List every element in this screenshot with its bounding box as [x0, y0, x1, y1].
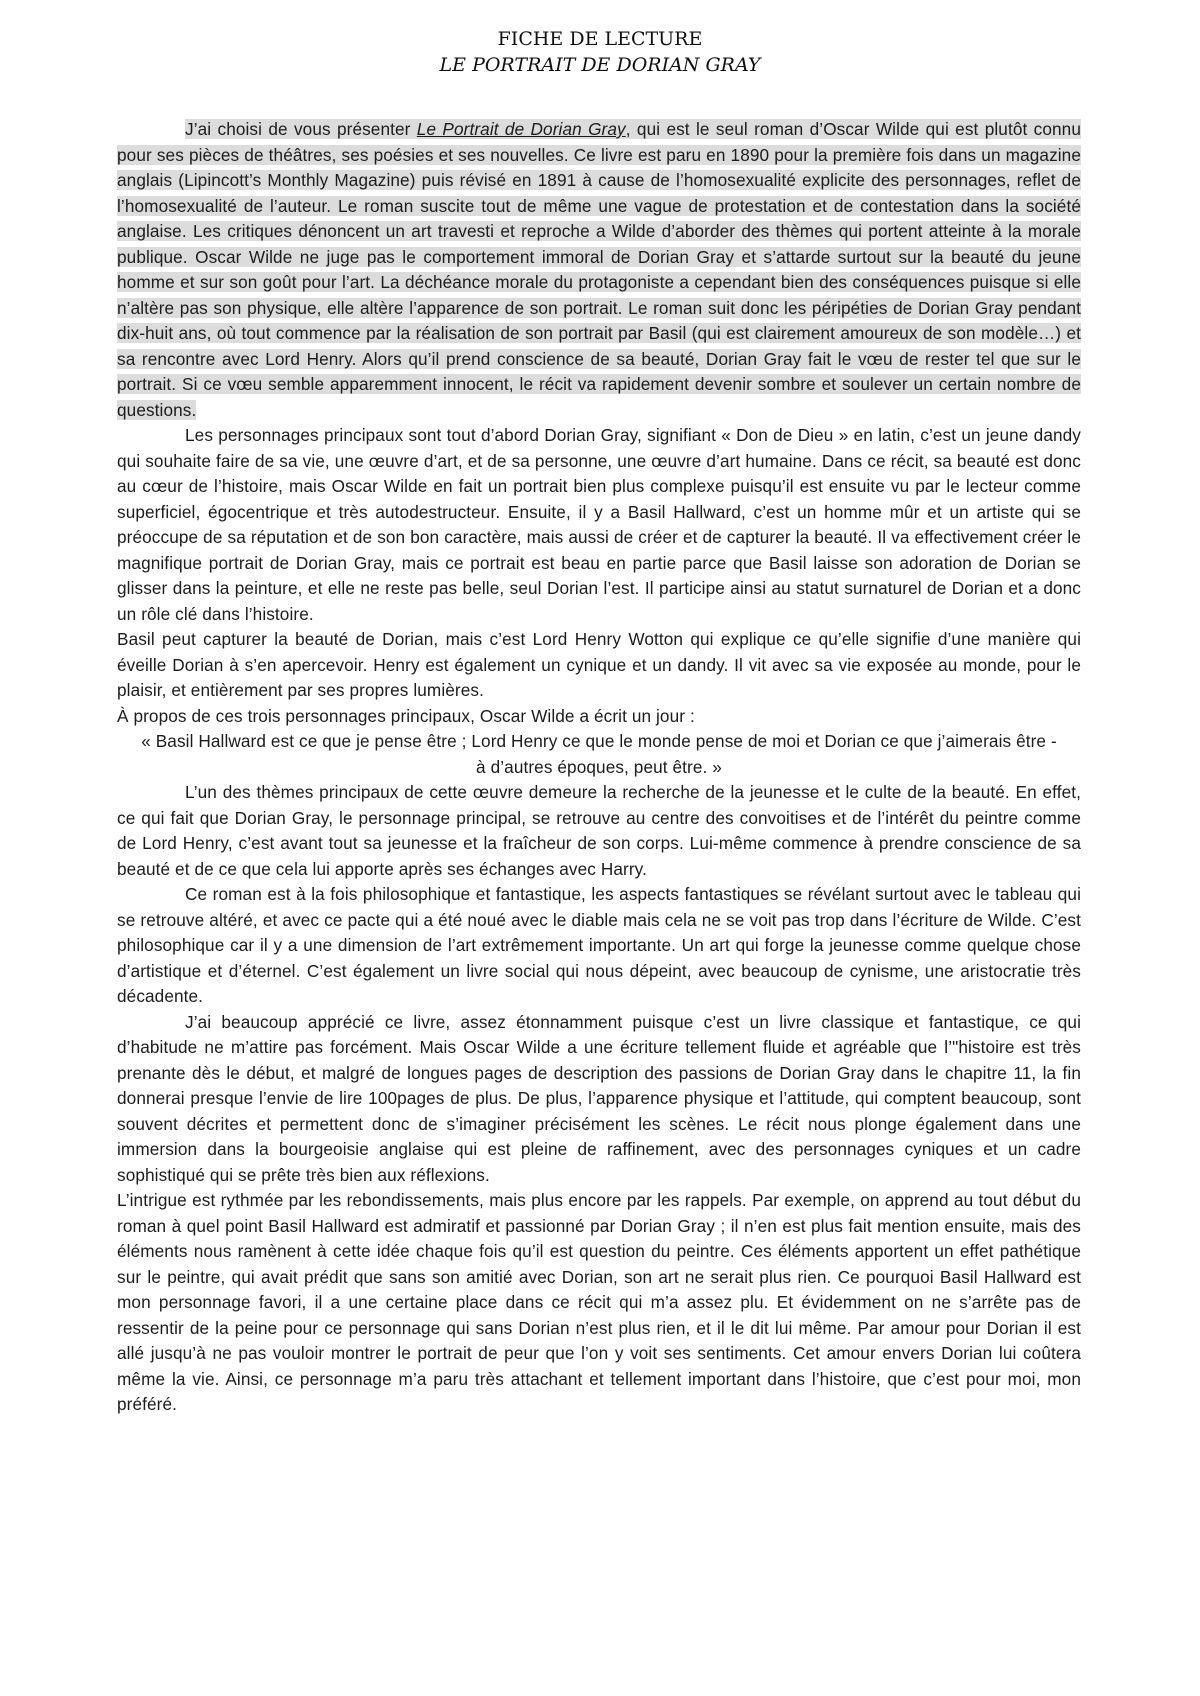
- paragraph-genre: Ce roman est à la fois philosophique et fantastique, les aspects fantastiques se révélant surtout avec le tableau qui se retrouve altéré, et avec ce pacte qui a été noué avec le diable mais cela ne se voit pas trop dans l’écriture de Wilde. C’est philosophique car il y a une dimension de l’art extrêmement importante. Un art qui forge la jeunesse comme quelque chose d’artistique et d’éternel. C’est également un livre social qui nous dépeint, avec beaucoup de cynisme, une aristocratie très décadente.: [117, 884, 1081, 1006]
- paragraph-opinion: J’ai beaucoup apprécié ce livre, assez étonnamment puisque c’est un livre classique et fantastique, ce qui d’habitude ne m’attire pas forcément. Mais Oscar Wilde a une écriture tellement fluide et agréable que l’"histoire est très prenante dès le début, et malgré de longues pages de description des passions de Dorian Gray dans le chapitre 11, la fin donnerai presque l’envie de lire 100pages de plus. De plus, l’apparence physique et l’attitude, qui comptent beaucoup, sont souvent décrites et permettent donc de s’imaginer précisément les scènes. Le récit nous plonge également dans une immersion dans la bourgeoisie anglaise qui est pleine de raffinement, avec des personnages cyniques et un cadre sophistiqué qui se prête très bien aux réflexions.: [117, 1011, 1081, 1185]
- paragraph-lord-henry: Basil peut capturer la beauté de Dorian, mais c’est Lord Henry Wotton qui explique ce qu’elle signifie d’une manière qui éveille Dorian à s’en apercevoir. Henry est également un cynique et un dandy. Il vit avec sa vie exposée au monde, pour le plaisir, et entièrement par ses propres lumières.: [117, 629, 1081, 700]
- intro-lead: J’ai choisi de vous présenter: [185, 119, 417, 139]
- book-title: Le Portrait de Dorian Gray: [416, 119, 626, 139]
- paragraph-plot: L’intrigue est rythmée par les rebondissements, mais plus encore par les rappels. Par exemple, on apprend au tout début du roman à quel point Basil Hallward est admiratif et passionné par Dorian Gray ; il n’en est plus fait mention ensuite, mais des éléments nous ramènent à cette idée chaque fois qu’il est question du peintre. Ces éléments apportent un effet pathétique sur le peintre, qui avait prédit que sans son amitié avec Dorian, son art ne serait plus rien. Ce pourquoi Basil Hallward est mon personnage favori, il a une certaine place dans ce récit qui m’a assez plu. Et évidemment on ne s’arrête pas de ressentir de la peine pour ce personnage qui sans Dorian n’est plus rien, et il le dit lui même. Par amour pour Dorian il est allé jusqu’à ne pas vouloir montrer le portrait de peur que l’on y voit ses sentiments. Cet amour envers Dorian lui coûtera même la vie. Ainsi, ce personnage m’a paru très attachant et tellement important dans l’histoire, que c’est pour moi, mon préféré.: [117, 1190, 1081, 1414]
- paragraph-themes: L’un des thèmes principaux de cette œuvre demeure la recherche de la jeunesse et le culte de la beauté. En effet, ce qui fait que Dorian Gray, le personnage principal, se retrouve au centre des convoitises et de l’intérêt du peintre comme de Lord Henry, c’est avant tout sa jeunesse et la fraîcheur de son corps. Lui-même commence à prendre conscience de sa beauté et de ce que cela lui apporte après ses échanges avec Harry.: [117, 782, 1081, 879]
- paragraph-intro: [117, 117, 1081, 423]
- document-body: [117, 117, 1081, 1418]
- highlighted-intro: [117, 119, 1081, 420]
- paragraph-characters: Les personnages principaux sont tout d’abord Dorian Gray, signifiant « Don de Dieu » en latin, c’est un jeune dandy qui souhaite faire de sa vie, une œuvre d’art, et de sa personne, une œuvre d’art humaine. Dans ce récit, sa beauté est donc au cœur de l’histoire, mais Oscar Wilde en fait un portrait bien plus complexe puisqu’il est ensuite vu par le lecteur comme superficiel, égocentrique et très autodestructeur. Ensuite, il y a Basil Hallward, c’est un homme mûr et un artiste qui se préoccupe de sa réputation et de son bon caractère, mais aussi de créer et de capturer la beauté. Il va effectivement créer le magnifique portrait de Dorian Gray, mais ce portrait est beau en partie parce que Basil laisse son adoration de Dorian se glisser dans la peinture, et elle ne reste pas belle, seul Dorian l’est. Il participe ainsi au statut surnaturel de Dorian et a donc un rôle clé dans l’histoire.: [117, 425, 1081, 624]
- wilde-quote: « Basil Hallward est ce que je pense être ; Lord Henry ce que le monde pense de moi et Dorian ce que j’aimerais être - à d’autres époques, peut être. »: [141, 731, 1057, 777]
- intro-rest: , qui est le seul roman d’Oscar Wilde qui est plutôt connu pour ses pièces de théâtres, ses poésies et ses nouvelles. Ce livre est paru en 1890 pour la première fois dans un magazine anglais (Lipincott’s Monthly Magazine) puis révisé en 1891 à cause de l’homosexualité explicite des personnages, reflet de l’homosexualité de l’auteur. Le roman suscite tout de même une vague de protestation et de contestation dans la société anglaise. Les critiques dénoncent un art travesti et reproche a Wilde d’aborder des thèmes qui portent atteinte à la morale publique. Oscar Wilde ne juge pas le comportement immoral de Dorian Gray et s’attarde surtout sur la beauté du jeune homme et sur son goût pour l’art. La déchéance morale du protagoniste a cependant bien des conséquences puisque si elle n’altère pas son physique, elle altère l’apparence de son portrait. Le roman suit donc les péripéties de Dorian Gray pendant dix-huit ans, où tout commence par la réalisation de son portrait par Basil (qui est clairement amoureux de son modèle…) et sa rencontre avec Lord Henry. Alors qu’il prend conscience de sa beauté, Dorian Gray fait le vœu de rester tel que sur le portrait. Si ce vœu semble apparemment innocent, le récit va rapidement devenir sombre et soulever un certain nombre de questions.: [117, 119, 1081, 420]
- document-header: [0, 26, 1200, 78]
- paragraph-quote-intro: À propos de ces trois personnages principaux, Oscar Wilde a écrit un jour :: [117, 705, 695, 726]
- document-subtitle: LE PORTRAIT DE DORIAN GRAY: [439, 54, 761, 76]
- document-title: FICHE DE LECTURE: [497, 28, 703, 50]
